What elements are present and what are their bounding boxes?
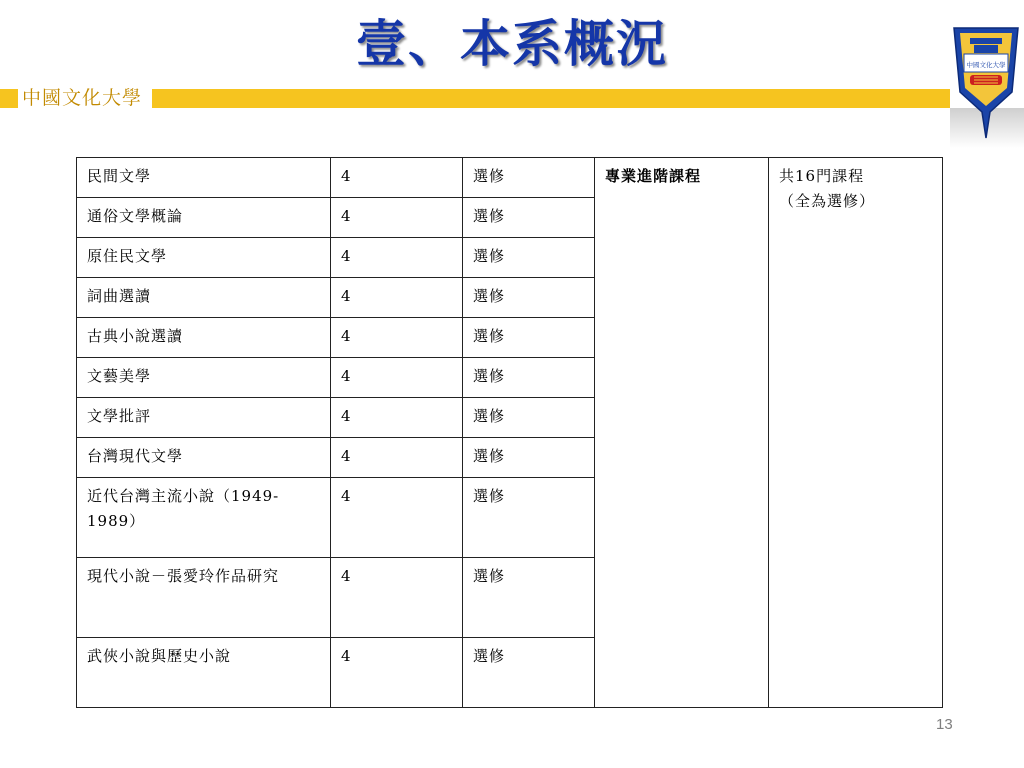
elective-note-line: （全為選修）	[779, 192, 876, 210]
university-crest-icon	[950, 20, 1022, 140]
category-cell: 專業進階課程	[595, 158, 769, 708]
credits-cell: 4	[331, 278, 463, 318]
course-count-line: 共16門課程	[779, 167, 865, 185]
credits-cell: 4	[331, 478, 463, 558]
header-band-left	[0, 89, 18, 108]
credits-cell: 4	[331, 638, 463, 708]
course-type-cell: 選修	[463, 318, 595, 358]
course-type-cell: 選修	[463, 238, 595, 278]
course-type-cell: 選修	[463, 198, 595, 238]
course-table	[76, 157, 943, 708]
course-name-cell: 原住民文學	[77, 238, 331, 278]
credits-cell: 4	[331, 358, 463, 398]
course-name-cell: 文學批評	[77, 398, 331, 438]
logo-text: 中國文化大學	[966, 61, 1006, 69]
credits-cell: 4	[331, 398, 463, 438]
header-band	[152, 89, 950, 108]
course-name-cell: 現代小說－張愛玲作品研究	[77, 558, 331, 638]
course-type-cell: 選修	[463, 558, 595, 638]
course-name-cell: 民間文學	[77, 158, 331, 198]
course-type-cell: 選修	[463, 158, 595, 198]
course-name-cell: 古典小說選讀	[77, 318, 331, 358]
credits-cell: 4	[331, 438, 463, 478]
course-name-cell: 文藝美學	[77, 358, 331, 398]
credits-cell: 4	[331, 318, 463, 358]
credits-cell: 4	[331, 158, 463, 198]
credits-cell: 4	[331, 558, 463, 638]
course-name-cell: 近代台灣主流小說（1949-1989）	[77, 478, 331, 558]
university-name: 中國文化大學	[22, 87, 143, 109]
table-row	[77, 158, 943, 198]
course-type-cell: 選修	[463, 278, 595, 318]
course-name-cell: 武俠小說與歷史小說	[77, 638, 331, 708]
course-name-cell: 詞曲選讀	[77, 278, 331, 318]
credits-cell: 4	[331, 198, 463, 238]
course-count-note	[769, 158, 943, 708]
course-name-cell: 通俗文學概論	[77, 198, 331, 238]
course-type-cell: 選修	[463, 638, 595, 708]
course-name-cell: 台灣現代文學	[77, 438, 331, 478]
course-type-cell: 選修	[463, 398, 595, 438]
slide-title: 壹、本系概況	[356, 14, 668, 73]
page-number: 13	[936, 716, 953, 733]
course-type-cell: 選修	[463, 358, 595, 398]
course-type-cell: 選修	[463, 438, 595, 478]
credits-cell: 4	[331, 238, 463, 278]
course-type-cell: 選修	[463, 478, 595, 558]
